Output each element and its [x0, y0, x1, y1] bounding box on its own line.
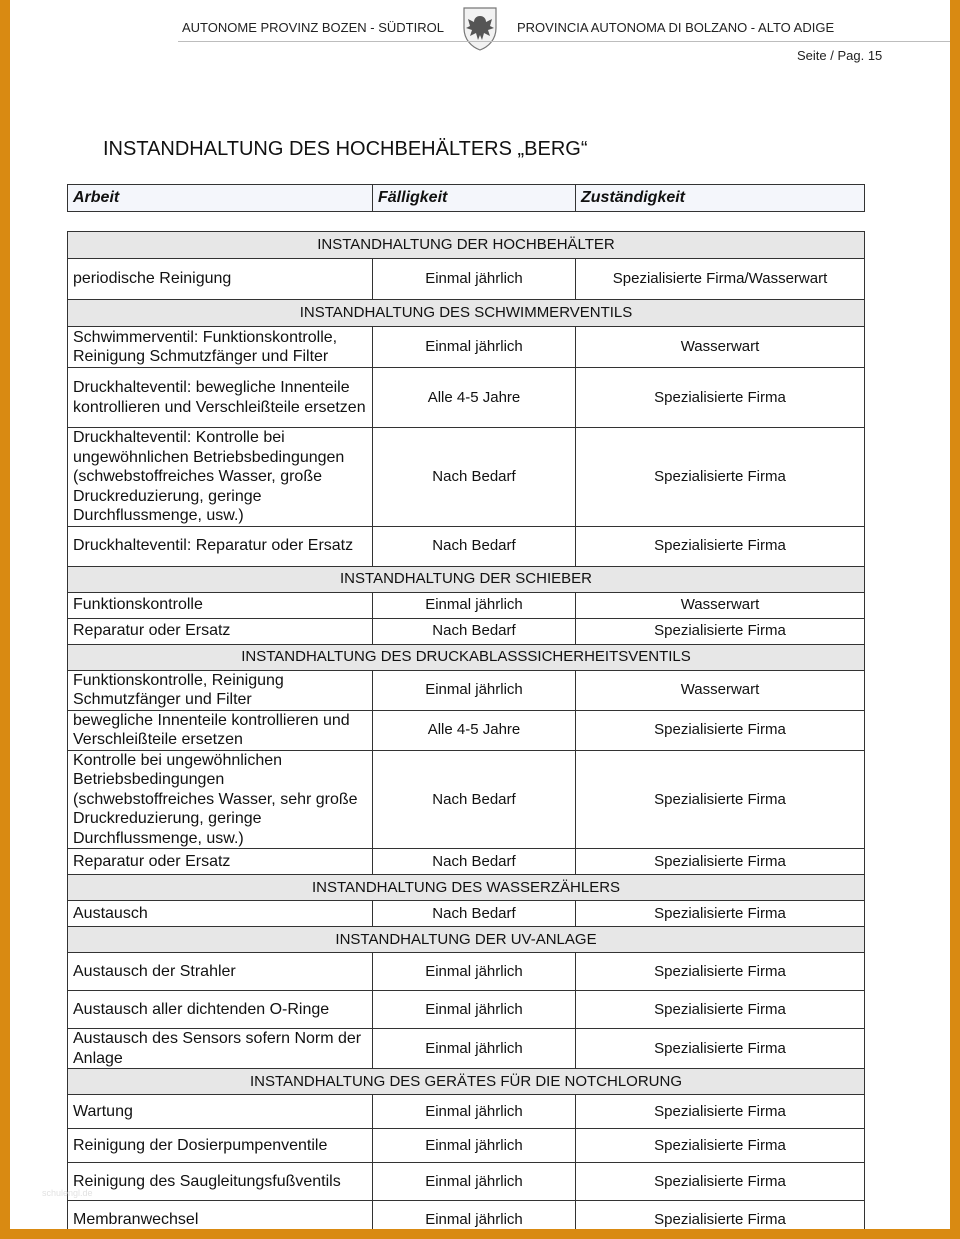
section-header-row	[68, 875, 865, 901]
task-cell: Austausch	[68, 901, 373, 927]
due-cell: Alle 4-5 Jahre	[373, 368, 576, 428]
table-row	[68, 618, 865, 644]
task-cell: periodische Reinigung	[68, 259, 373, 300]
task-cell: Kontrolle bei ungewöhnlichen Betriebsbedingungen (schwebstoffreiches Wasser, sehr große Druckreduzierung, geringe Durchflussmenge, usw.)	[68, 750, 373, 849]
section-header-row	[68, 1069, 865, 1095]
section-title: INSTANDHALTUNG DER UV-ANLAGE	[68, 927, 865, 953]
coat-of-arms-icon	[458, 4, 502, 52]
responsibility-cell: Spezialisierte Firma	[576, 750, 865, 849]
section-header-row	[68, 300, 865, 327]
task-cell: Austausch des Sensors sofern Norm der Anlage	[68, 1029, 373, 1069]
section-title: INSTANDHALTUNG DES GERÄTES FÜR DIE NOTCHLORUNG	[68, 1069, 865, 1095]
due-cell: Einmal jährlich	[373, 670, 576, 710]
table-row	[68, 259, 865, 300]
table-row	[68, 901, 865, 927]
table-row	[68, 750, 865, 849]
header-province-de: AUTONOME PROVINZ BOZEN - SÜDTIROL	[182, 20, 444, 35]
due-cell: Einmal jährlich	[373, 953, 576, 991]
responsibility-cell: Wasserwart	[576, 327, 865, 368]
task-cell: Funktionskontrolle	[68, 592, 373, 618]
due-cell: Nach Bedarf	[373, 849, 576, 875]
responsibility-cell: Spezialisierte Firma	[576, 526, 865, 566]
table-row	[68, 849, 865, 875]
maintenance-table-body	[68, 232, 865, 1230]
due-cell: Nach Bedarf	[373, 618, 576, 644]
task-cell: Wartung	[68, 1095, 373, 1129]
table-row	[68, 368, 865, 428]
header-province-it: PROVINCIA AUTONOMA DI BOLZANO - ALTO ADIGE	[517, 20, 835, 35]
task-cell: Funktionskontrolle, Reinigung Schmutzfänger und Filter	[68, 670, 373, 710]
task-cell: Reparatur oder Ersatz	[68, 618, 373, 644]
column-header-zustaendigkeit: Zuständigkeit	[576, 185, 865, 212]
due-cell: Einmal jährlich	[373, 259, 576, 300]
table-row	[68, 327, 865, 368]
table-row	[68, 1201, 865, 1230]
table-row	[68, 991, 865, 1029]
table-row	[68, 710, 865, 750]
due-cell: Einmal jährlich	[373, 1129, 576, 1163]
column-header-table	[67, 184, 865, 212]
table-row	[68, 428, 865, 527]
responsibility-cell: Spezialisierte Firma/Wasserwart	[576, 259, 865, 300]
task-cell: Membranwechsel	[68, 1201, 373, 1230]
table-row	[68, 526, 865, 566]
task-cell: Druckhalteventil: Kontrolle bei ungewöhnlichen Betriebsbedingungen (schwebstoffreiches Wasser, große Druckreduzierung, geringe Durchflussmenge, usw.)	[68, 428, 373, 527]
responsibility-cell: Wasserwart	[576, 670, 865, 710]
table-row	[68, 1029, 865, 1069]
document-page	[10, 0, 950, 1229]
responsibility-cell: Wasserwart	[576, 592, 865, 618]
due-cell: Einmal jährlich	[373, 1163, 576, 1201]
task-cell: Reinigung der Dosierpumpenventile	[68, 1129, 373, 1163]
due-cell: Nach Bedarf	[373, 750, 576, 849]
due-cell: Einmal jährlich	[373, 1201, 576, 1230]
section-title: INSTANDHALTUNG DES DRUCKABLASSSICHERHEITSVENTILS	[68, 644, 865, 670]
table-row	[68, 1129, 865, 1163]
page-number: Seite / Pag. 15	[797, 48, 883, 63]
due-cell: Einmal jährlich	[373, 327, 576, 368]
table-row	[68, 1095, 865, 1129]
responsibility-cell: Spezialisierte Firma	[576, 901, 865, 927]
table-row	[68, 670, 865, 710]
table-row	[68, 1163, 865, 1201]
responsibility-cell: Spezialisierte Firma	[576, 618, 865, 644]
section-header-row	[68, 644, 865, 670]
task-cell: Austausch aller dichtenden O-Ringe	[68, 991, 373, 1029]
responsibility-cell: Spezialisierte Firma	[576, 1163, 865, 1201]
responsibility-cell: Spezialisierte Firma	[576, 368, 865, 428]
responsibility-cell: Spezialisierte Firma	[576, 849, 865, 875]
responsibility-cell: Spezialisierte Firma	[576, 1029, 865, 1069]
responsibility-cell: Spezialisierte Firma	[576, 710, 865, 750]
section-header-row	[68, 927, 865, 953]
task-cell: bewegliche Innenteile kontrollieren und Verschleißteile ersetzen	[68, 710, 373, 750]
due-cell: Nach Bedarf	[373, 428, 576, 527]
task-cell: Schwimmerventil: Funktionskontrolle, Reinigung Schmutzfänger und Filter	[68, 327, 373, 368]
section-title: INSTANDHALTUNG DES SCHWIMMERVENTILS	[68, 300, 865, 327]
due-cell: Einmal jährlich	[373, 592, 576, 618]
task-cell: Reparatur oder Ersatz	[68, 849, 373, 875]
section-title: INSTANDHALTUNG DER SCHIEBER	[68, 566, 865, 592]
page-title: INSTANDHALTUNG DES HOCHBEHÄLTERS „BERG“	[103, 138, 588, 160]
task-cell: Reinigung des Saugleitungsfußventils	[68, 1163, 373, 1201]
task-cell: Druckhalteventil: bewegliche Innenteile kontrollieren und Verschleißteile ersetzen	[68, 368, 373, 428]
due-cell: Einmal jährlich	[373, 991, 576, 1029]
section-title: INSTANDHALTUNG DER HOCHBEHÄLTER	[68, 232, 865, 259]
maintenance-table	[67, 231, 865, 1229]
responsibility-cell: Spezialisierte Firma	[576, 953, 865, 991]
header-divider	[178, 41, 950, 42]
watermark: schulengl.de	[42, 1188, 93, 1198]
section-header-row	[68, 566, 865, 592]
column-header-faelligkeit: Fälligkeit	[373, 185, 576, 212]
table-row	[68, 592, 865, 618]
section-header-row	[68, 232, 865, 259]
due-cell: Alle 4-5 Jahre	[373, 710, 576, 750]
column-header-arbeit: Arbeit	[68, 185, 373, 212]
due-cell: Einmal jährlich	[373, 1029, 576, 1069]
section-title: INSTANDHALTUNG DES WASSERZÄHLERS	[68, 875, 865, 901]
responsibility-cell: Spezialisierte Firma	[576, 1129, 865, 1163]
responsibility-cell: Spezialisierte Firma	[576, 428, 865, 527]
due-cell: Einmal jährlich	[373, 1095, 576, 1129]
responsibility-cell: Spezialisierte Firma	[576, 991, 865, 1029]
due-cell: Nach Bedarf	[373, 526, 576, 566]
task-cell: Druckhalteventil: Reparatur oder Ersatz	[68, 526, 373, 566]
task-cell: Austausch der Strahler	[68, 953, 373, 991]
due-cell: Nach Bedarf	[373, 901, 576, 927]
responsibility-cell: Spezialisierte Firma	[576, 1201, 865, 1230]
table-row	[68, 953, 865, 991]
responsibility-cell: Spezialisierte Firma	[576, 1095, 865, 1129]
